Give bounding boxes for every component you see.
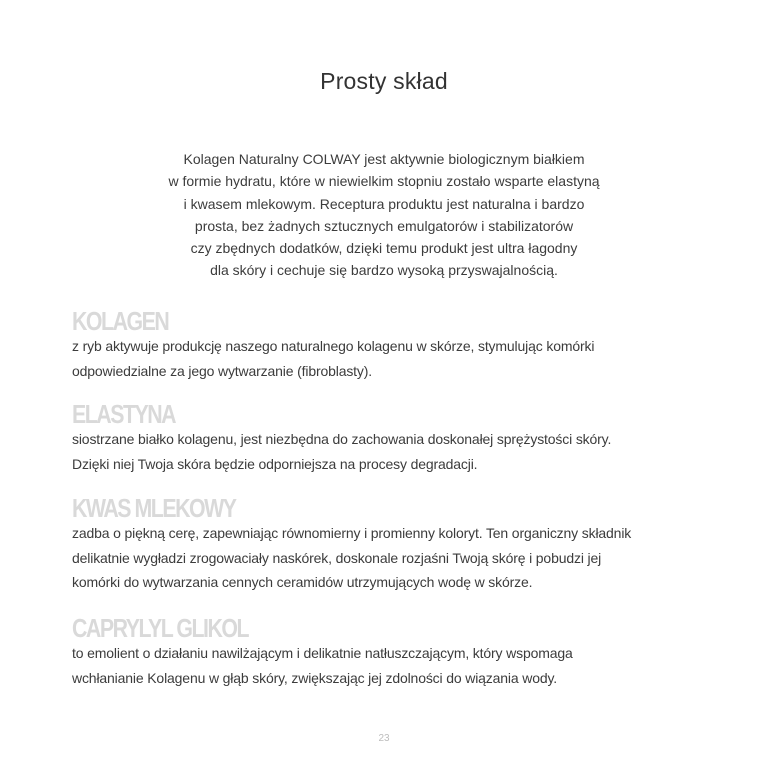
section-heading: KWAS MLEKOWY <box>72 493 236 523</box>
section-heading: KOLAGEN <box>72 306 169 336</box>
page-title: Prosty skład <box>320 68 448 94</box>
section-text-line: z ryb aktywuje produkcję naszego naturalnego kolagenu w skórze, stymulując komórki <box>72 338 595 354</box>
section-text-line: odpowiedzialne za jego wytwarzanie (fibroblasty). <box>72 362 373 379</box>
section-text-line: Dzięki niej Twoja skóra będzie odporniejsza na procesy degradacji. <box>72 455 478 472</box>
section-text-line: delikatnie wygładzi zrogowaciały naskórek, doskonale rozjaśni Twoją skórę i pobudzi jej <box>72 549 602 566</box>
section-heading: CAPRYLYL GLIKOL <box>72 613 249 643</box>
intro-line: i kwasem mlekowym. Receptura produktu jest naturalna i bardzo <box>183 195 585 212</box>
section-heading: ELASTYNA <box>72 399 176 429</box>
intro-line: Kolagen Naturalny COLWAY jest aktywnie biologicznym białkiem <box>183 151 585 167</box>
section-text-line: to emolient o działaniu nawilżającym i delikatnie natłuszczającym, który wspomaga <box>72 645 573 661</box>
section-text-line: zadba o piękną cerę, zapewniając równomierny i promienny koloryt. Ten organiczny składnik <box>72 525 632 541</box>
section-kwas-mlekowy <box>72 495 712 595</box>
section-text-line: wchłanianie Kolagenu w głąb skóry, zwiększając jej zdolności do wiązania wody. <box>72 669 558 686</box>
intro-line: w formie hydratu, które w niewielkim stopniu zostało wsparte elastyną <box>168 173 600 190</box>
intro-line: czy zbędnych dodatków, dzięki temu produkt jest ultra łagodny <box>190 240 578 257</box>
section-text-line: siostrzane białko kolagenu, jest niezbędna do zachowania doskonałej sprężystości skóry. <box>72 431 612 447</box>
intro-line: prosta, bez żadnych sztucznych emulgatorów i stabilizatorów <box>194 217 574 234</box>
intro-line: dla skóry i cechuje się bardzo wysoką przyswajalnością. <box>210 262 558 279</box>
section-text-line: komórki do wytwarzania cennych ceramidów utrzymujących wodę w skórze. <box>72 574 533 590</box>
section-kolagen <box>72 308 712 383</box>
page-number: 23 <box>378 733 390 744</box>
section-caprylyl-glikol <box>72 615 712 690</box>
section-elastyna <box>72 401 712 476</box>
intro-paragraph <box>120 148 648 282</box>
